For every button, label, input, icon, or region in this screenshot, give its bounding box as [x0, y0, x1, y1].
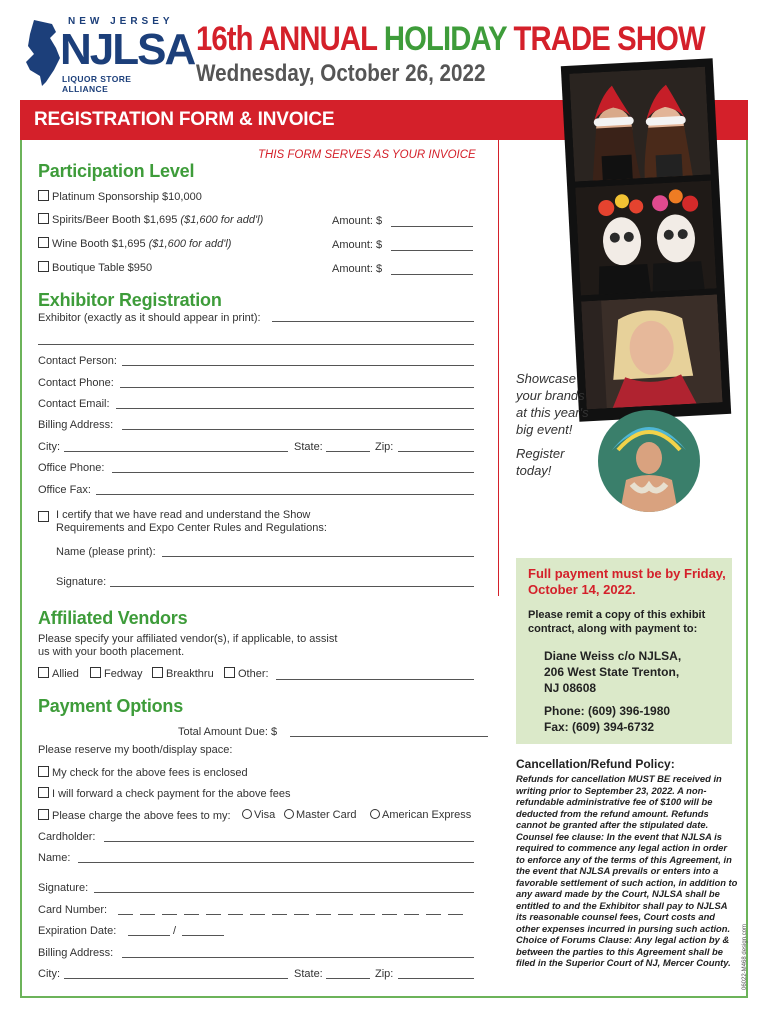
address-line-2: 206 West State Trenton,: [544, 665, 680, 679]
payment-zip-field[interactable]: [398, 978, 474, 979]
payment-state-field[interactable]: [326, 978, 370, 979]
zip-label: Zip:: [375, 441, 394, 453]
office-phone-field[interactable]: [112, 472, 474, 473]
spirits-amount-label: Amount: $: [332, 215, 383, 227]
exhibitor-signature-label: Signature:: [56, 576, 107, 588]
name-print-label: Name (please print):: [56, 546, 156, 558]
card-digit-blank[interactable]: [360, 914, 375, 915]
design-code: 06022-M468 design.com: [742, 923, 748, 990]
total-due-label: Total Amount Due: $: [178, 726, 278, 738]
total-due-field[interactable]: [290, 736, 488, 737]
title-part-1: 16th ANNUAL: [196, 20, 384, 58]
office-fax-field[interactable]: [96, 494, 474, 495]
phone-number: Phone: (609) 396-1980: [544, 704, 671, 718]
boutique-checkbox[interactable]: [38, 261, 49, 272]
card-digit-blank[interactable]: [184, 914, 199, 915]
other-label: Other:: [238, 668, 269, 680]
invoice-note: THIS FORM SERVES AS YOUR INVOICE: [258, 149, 476, 161]
wine-checkbox[interactable]: [38, 237, 49, 248]
card-digit-blank[interactable]: [426, 914, 441, 915]
fedway-checkbox[interactable]: [90, 667, 101, 678]
city-label: City:: [38, 441, 60, 453]
payment-state-label: State:: [294, 968, 323, 980]
contact-numbers: [544, 703, 670, 735]
wine-amount-label: Amount: $: [332, 239, 383, 251]
payment-heading: Payment Options: [38, 696, 184, 716]
contact-phone-label: Contact Phone:: [38, 377, 114, 389]
reserve-label: Please reserve my booth/display space:: [38, 744, 233, 756]
mastercard-option[interactable]: [284, 809, 357, 821]
state-field[interactable]: [326, 451, 370, 452]
office-phone-label: Office Phone:: [38, 462, 105, 474]
card-digit-blank[interactable]: [382, 914, 397, 915]
card-digit-blank[interactable]: [294, 914, 309, 915]
event-date: Wednesday, October 26, 2022: [196, 60, 486, 87]
photo-sugar-skulls: [575, 181, 716, 296]
cancellation-title: Cancellation/Refund Policy:: [516, 757, 675, 771]
contact-email-field[interactable]: [116, 408, 474, 409]
vendors-desc-2: us with your booth placement.: [38, 646, 185, 658]
check-enclosed-label: My check for the above fees is enclosed: [52, 767, 248, 779]
spirits-additional: ($1,600 for add'l): [180, 214, 264, 226]
cancellation-policy: Refunds for cancellation MUST BE received in writing prior to September 23, 2022. A non-refundable administrative fee of $100 will be deducted from the refund amount. Refunds cannot be granted after the stipulated date. Counsel fee clause: In the event that NJLSA is required to commence any legal action in order to enforce any of the terms of this Agreement, in the event that NJLSA prevails or enters into a favorable settlement of such action, in addition to any award made by the Court, NJLSA shall be entitled to and the Exhibitor shall pay to NJLSA its reasonable counsel fees, Court costs and other expenses incurred in pursing such action. Choice of Forums Clause: Any legal action by & between the parties to this Agreement shall be filed in the Superior Court of NJ, Mercer County.: [516, 773, 738, 968]
title-part-2: HOLIDAY: [383, 20, 507, 58]
certify-checkbox[interactable]: [38, 508, 52, 526]
charge-option[interactable]: [38, 809, 231, 822]
boutique-amount-field[interactable]: [391, 274, 473, 275]
other-checkbox[interactable]: [224, 667, 235, 678]
city-field[interactable]: [64, 451, 288, 452]
boutique-label: Boutique Table $950: [52, 262, 153, 274]
card-digit-blank[interactable]: [404, 914, 419, 915]
title-part-3: TRADE SHOW: [506, 20, 705, 58]
exhibitor-heading: Exhibitor Registration: [38, 290, 222, 310]
card-digit-blank[interactable]: [316, 914, 331, 915]
card-number-label: Card Number:: [38, 904, 108, 916]
register-text: Register today!: [516, 446, 565, 478]
fax-number: Fax: (609) 394-6732: [544, 720, 655, 734]
njlsa-logo: [22, 16, 195, 94]
payment-name-label: Name:: [38, 852, 71, 864]
payment-signature-label: Signature:: [38, 882, 89, 894]
remit-instructions: Please remit a copy of this exhibit contract, along with payment to:: [528, 609, 706, 635]
other-vendor-field[interactable]: [276, 679, 474, 680]
visa-radio[interactable]: [242, 809, 252, 819]
name-print-field[interactable]: [162, 556, 474, 557]
expiration-month-field[interactable]: [128, 935, 170, 936]
vendor-other[interactable]: [224, 667, 269, 680]
allied-checkbox[interactable]: [38, 667, 49, 678]
wine-label: Wine Booth $1,695: [52, 238, 149, 250]
vendor-allied[interactable]: [38, 667, 79, 680]
contact-phone-field[interactable]: [120, 387, 474, 388]
boutique-option[interactable]: [38, 261, 152, 274]
address-line-3: NJ 08608: [544, 681, 597, 695]
new-jersey-map-icon: [22, 18, 64, 88]
check-enclosed-checkbox[interactable]: [38, 766, 49, 777]
amex-option[interactable]: [370, 809, 471, 821]
vendor-breakthru[interactable]: [152, 667, 214, 680]
card-digit-blank[interactable]: [250, 914, 265, 915]
page-title: [196, 20, 705, 58]
mastercard-label: Master Card: [296, 809, 357, 821]
exhibitor-name-field[interactable]: [272, 321, 474, 322]
logo-tagline: LIQUOR STORE ALLIANCE: [62, 74, 132, 94]
logo-top-text: NEW JERSEY: [68, 16, 174, 27]
payment-city-field[interactable]: [64, 978, 288, 979]
platinum-label: Platinum Sponsorship $10,000: [52, 191, 202, 203]
mastercard-radio[interactable]: [284, 809, 294, 819]
address-line-1: Diane Weiss c/o NJLSA,: [544, 649, 682, 663]
form-title: REGISTRATION FORM & INVOICE: [34, 109, 335, 130]
payment-city-label: City:: [38, 968, 60, 980]
visa-label: Visa: [254, 809, 276, 821]
payment-name-field[interactable]: [78, 862, 474, 863]
photo-carnival-dancer: [598, 410, 700, 512]
wine-option[interactable]: [38, 237, 231, 250]
cardholder-label: Cardholder:: [38, 831, 96, 843]
amex-label: American Express: [382, 809, 472, 821]
state-label: State:: [294, 441, 323, 453]
platinum-checkbox[interactable]: [38, 190, 49, 201]
breakthru-checkbox[interactable]: [152, 667, 163, 678]
expiration-year-field[interactable]: [182, 935, 224, 936]
cardholder-field[interactable]: [104, 841, 474, 842]
charge-checkbox[interactable]: [38, 809, 49, 820]
exhibitor-name-field-2[interactable]: [38, 344, 474, 345]
vendor-fedway[interactable]: [90, 667, 143, 680]
photo-santa-hats: [569, 67, 710, 182]
fedway-label: Fedway: [104, 668, 143, 680]
vendors-desc-1: Please specify your affiliated vendor(s), if applicable, to assist: [38, 633, 338, 645]
card-digit-blank[interactable]: [140, 914, 155, 915]
wine-amount-field[interactable]: [391, 250, 473, 251]
boutique-amount-label: Amount: $: [332, 263, 383, 275]
wine-additional: ($1,600 for add'l): [148, 238, 232, 250]
payment-billing-field[interactable]: [122, 957, 474, 958]
platinum-option[interactable]: [38, 190, 202, 203]
office-fax-label: Office Fax:: [38, 484, 91, 496]
photo-strip: [561, 58, 731, 421]
participation-heading: Participation Level: [38, 161, 195, 181]
showcase-text: Showcase your brands at this year's big event!: [516, 371, 589, 437]
contact-email-label: Contact Email:: [38, 398, 110, 410]
check-enclosed-option[interactable]: [38, 766, 248, 779]
photo-blonde-woman: [581, 294, 722, 409]
forward-check-label: I will forward a check payment for the above fees: [52, 788, 291, 800]
forward-check-option[interactable]: [38, 787, 290, 800]
charge-label: Please charge the above fees to my:: [52, 810, 231, 822]
card-digit-blank[interactable]: [162, 914, 177, 915]
certify-text-2: Requirements and Expo Center Rules and Regulations:: [56, 522, 327, 534]
vendors-heading: Affiliated Vendors: [38, 608, 188, 628]
spirits-label: Spirits/Beer Booth $1,695: [52, 214, 181, 226]
payment-deadline: Full payment must be by Friday, October 14, 2022.: [528, 566, 726, 597]
expiration-label: Expiration Date:: [38, 925, 117, 937]
expiration-slash: /: [173, 925, 177, 937]
visa-option[interactable]: [242, 809, 275, 821]
zip-field[interactable]: [398, 451, 474, 452]
exhibitor-signature-field[interactable]: [110, 586, 474, 587]
spirits-option[interactable]: [38, 213, 263, 226]
mailing-address: [544, 648, 681, 696]
contact-person-label: Contact Person:: [38, 355, 117, 367]
card-digit-blank[interactable]: [338, 914, 353, 915]
card-digit-blank[interactable]: [228, 914, 243, 915]
logo-acronym: NJLSA: [60, 25, 195, 74]
payment-zip-label: Zip:: [375, 968, 394, 980]
contact-person-field[interactable]: [122, 365, 474, 366]
certify-text-1: I certify that we have read and understand the Show: [56, 509, 311, 521]
card-digit-blank[interactable]: [206, 914, 221, 915]
card-digit-blank[interactable]: [118, 914, 133, 915]
card-digit-blank[interactable]: [448, 914, 463, 915]
spirits-checkbox[interactable]: [38, 213, 49, 224]
billing-address-label: Billing Address:: [38, 419, 114, 431]
amex-radio[interactable]: [370, 809, 380, 819]
forward-check-checkbox[interactable]: [38, 787, 49, 798]
breakthru-label: Breakthru: [166, 668, 214, 680]
allied-label: Allied: [52, 668, 79, 680]
exhibitor-name-label: Exhibitor (exactly as it should appear in print):: [38, 312, 261, 324]
card-digit-blank[interactable]: [272, 914, 287, 915]
billing-address-field[interactable]: [122, 429, 474, 430]
spirits-amount-field[interactable]: [391, 226, 473, 227]
payment-signature-field[interactable]: [94, 892, 474, 893]
payment-billing-label: Billing Address:: [38, 947, 114, 959]
column-divider: [498, 140, 499, 596]
